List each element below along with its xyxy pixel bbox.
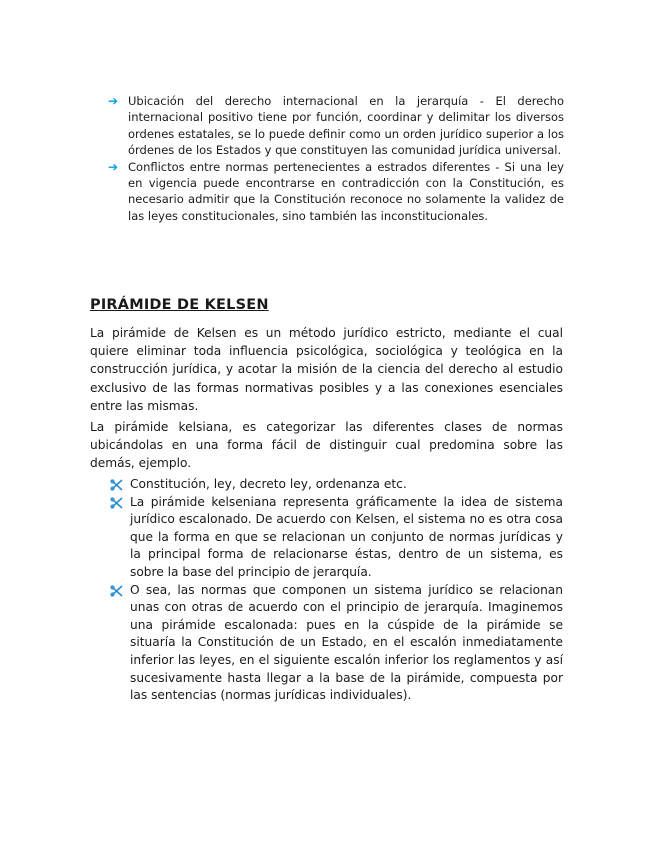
list-item: [108, 159, 564, 225]
scissors-icon: [110, 497, 123, 509]
paragraph-intro: La pirámide de Kelsen es un método jurídico estricto, mediante el cual quiere eliminar toda influencia psicológica, sociológica y teológica en la construcción jurídica, y acotar la misión de la ciencia del derecho al estudio exclusivo de las formas normativas posibles y a las conexiones esenciales entre las mismas.: [90, 326, 563, 413]
list-item: [110, 476, 563, 494]
list-item-text: La pirámide kelseniana representa gráficamente la idea de sistema jurídico escalonado. De acuerdo con Kelsen, el sistema no es otra cosa que la forma en que se relacionan un conjunto de normas jurídicas y la principal forma de relacionarse éstas, dentro de un sistema, es sobre la base del principio de jerarquía.: [130, 494, 563, 579]
section-title: PIRÁMIDE DE KELSEN: [90, 297, 269, 313]
list-item: [110, 582, 563, 705]
list-item-text: Ubicación del derecho internacional en la jerarquía - El derecho internacional positivo tiene por función, coordinar y delimitar los diversos ordenes estatales, se lo puede definir como un orden jurídico superior a los órdenes de los Estados y que constituyen las comunidad jurídica universal.: [128, 94, 564, 158]
list-item: [110, 494, 563, 582]
paragraph-categories: La pirámide kelsiana, es categorizar las diferentes clases de normas ubicándolas en una forma fácil de distinguir cual predomina sobre las demás, ejemplo.: [90, 420, 563, 471]
kelsen-bullet-list: [110, 476, 563, 705]
scissors-icon: [110, 585, 123, 597]
list-item-text: O sea, las normas que componen un sistema jurídico se relacionan unas con otras de acuerdo con el principio de jerarquía. Imaginemos una pirámide escalonada: pues en la cúspide de la pirámide se situaría la Constitución de un Estado, en el escalón inmediatamente inferior las leyes, en el siguiente escalón inferior los reglamentos y así sucesivamente hasta llegar a la base de la pirámide, compuesta por las sentencias (normas jurídicas individuales).: [130, 582, 563, 703]
arrow-right-icon: ➔: [108, 159, 119, 174]
list-item-text: Conflictos entre normas pertenecientes a estrados diferentes - Si una ley en vigencia puede encontrarse en contradicción con la Constitución, es necesario admitir que la Constitución reconoce no solamente la validez de las leyes constitucionales, sino también las inconstitucionales.: [128, 159, 564, 223]
scissors-icon: [110, 479, 123, 491]
list-item: [108, 93, 564, 159]
arrow-right-icon: ➔: [108, 94, 119, 108]
top-bullet-list: [108, 93, 564, 224]
list-item-text: Constitución, ley, decreto ley, ordenanza etc.: [130, 477, 407, 491]
